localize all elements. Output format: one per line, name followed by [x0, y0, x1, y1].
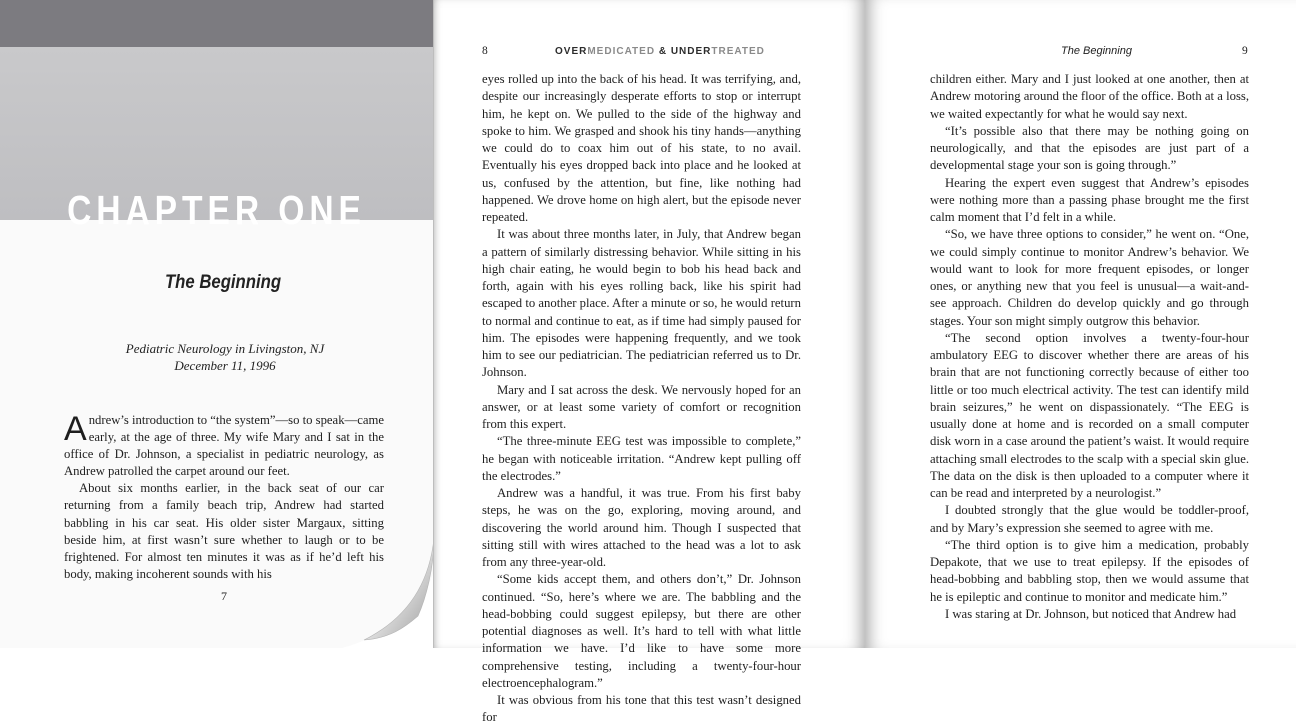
chapter-date: December 11, 1996	[174, 358, 276, 373]
page-number: 8	[482, 45, 488, 57]
drop-cap: A	[64, 410, 87, 448]
middle-page	[433, 0, 865, 725]
paragraph: “The three-minute EEG test was impossible to complete,” he began with noticeable irritation. “Andrew kept pulling off the electrodes.”	[482, 434, 801, 483]
paragraph: eyes rolled up into the back of his head. It was terrifying, and, despite our increasingly desperate efforts to stop or interrupt him, he kept on. We pulled to the side of the highway and spoke to him. We grasped and shook his tiny hands—anything we could do to coax him out of his state, to no avail. Eventually his eyes dropped back into place and he looked at us, confused by the attention, but fine, like nothing had happened. We drove home on high alert, but the episode never repeated.	[482, 72, 801, 224]
running-title-amp: &	[655, 46, 671, 57]
paragraph: It was obvious from his tone that this test wasn’t designed for	[482, 693, 801, 725]
chapter-dateline	[0, 340, 450, 374]
paragraph: I doubted strongly that the glue would be toddler-proof, and by Mary’s expression she seemed to agree with me.	[930, 503, 1249, 535]
running-title-under: UNDER	[670, 46, 712, 57]
paragraph: About six months earlier, in the back seat of our car returning from a family beach trip, Andrew had started babbling in his car seat. His older sister Margaux, sitting beside him, at first wasn’t sure whether to laugh or to be frightened. For almost ten minutes it was as if he’d left his body, making incoherent sounds with his	[64, 481, 384, 581]
paragraph: “Some kids accept them, and others don’t,” Dr. Johnson continued. “So, here’s where we are. The babbling and the head-bobbing could suggest epilepsy, but there are other potential diagnoses as well. It’s hard to tell with what little information we have. I’d like to have some more comprehensive testing, including a twenty-four-hour electroencephalogram.”	[482, 572, 801, 690]
running-title	[555, 46, 765, 57]
paragraph	[64, 412, 384, 480]
paragraph: children either. Mary and I just looked at one another, then at Andrew motoring around the floor of the office. Both at a loss, we waited expectantly for what he would say next.	[930, 72, 1249, 121]
paragraph: Andrew was a handful, it was true. From his first baby steps, he was on the go, exploring, moving around, and discovering the world around him. Though I suspected that sitting still with wires attached to the head was a lot to ask from any three-year-old.	[482, 486, 801, 569]
running-title-treated: TREATED	[711, 46, 765, 57]
right-page-body	[930, 71, 1249, 623]
left-page-body	[64, 412, 384, 583]
paragraph: Hearing the expert even suggest that Andrew’s episodes were nothing more than a passing phase brought me the first calm moment that I’d felt in a while.	[930, 175, 1249, 224]
paragraph: “The second option involves a twenty-four-hour ambulatory EEG to discover whether there are areas of his brain that are not functioning correctly because of either too little or too much electrical activity. The test can identify mild brain seizures,” he went on dispassionately. “The EEG is usually done at home and is recorded on a small computer disk worn in a case around the patient’s waist. It would require attaching small electrodes to the scalp with a special skin glue. The data on the disk is then uploaded to a computer where it can be read and interpreted by a neurologist.”	[930, 330, 1249, 500]
paragraph-text: ndrew’s introduction to “the system”—so to speak—came early, at the age of three. My wife Mary and I sat in the office of Dr. Johnson, a specialist in pediatric neurology, as Andrew patrolled the carpet around our feet.	[64, 413, 384, 479]
chapter-location: Pediatric Neurology in Livingston, NJ	[125, 341, 325, 356]
header-band-dark	[0, 0, 433, 47]
paragraph: “It’s possible also that there may be nothing going on neurologically, and that the episodes are just part of a developmental stage your son is going through.”	[930, 123, 1249, 173]
running-title-medicated: MEDICATED	[587, 46, 656, 57]
right-page	[865, 0, 1296, 648]
page-number: 7	[221, 589, 227, 603]
running-title-over: OVER	[555, 46, 588, 57]
paragraph: Mary and I sat across the desk. We nervously hoped for an answer, or at least some variety of comfort or recognition from this expert.	[482, 382, 801, 431]
chapter-title: The Beginning	[164, 272, 282, 293]
chapter-heading: CHAPTER ONE	[67, 187, 366, 233]
paragraph: I was staring at Dr. Johnson, but noticed that Andrew had	[945, 606, 1237, 621]
paragraph: It was about three months later, in July, that Andrew began a pattern of similarly distressing behavior. While sitting in his high chair eating, he would begin to bob his head back and forth, again with his eyes rolling back, like his spirit had escaped to another place. After a minute or so, he would return to normal and continue to eat, as if time had simply paused for him. The episodes were happening frequently, and we took him to see our pediatrician. The pediatrician referred us to Dr. Johnson.	[482, 227, 801, 380]
left-page	[0, 0, 433, 648]
page-number: 9	[1242, 45, 1248, 57]
paragraph: “So, we have three options to consider,” he went on. “One, we could simply continue to monitor Andrew’s behavior. We would want to look for more frequent episodes, or longer ones, or anything new that you feel is unusual—a wait-and-see approach. Children do develop quickly and go through stages. Your son might simply outgrow this behavior.	[930, 227, 1249, 328]
page-curl-icon[interactable]	[342, 528, 442, 648]
middle-page-body	[482, 71, 801, 727]
paragraph: “The third option is to give him a medication, probably Depakote, that we use to treat epilepsy. If the episodes of head-bobbing and babbling stop, then we would assume that he is epileptic and continue to monitor and medicate him.”	[930, 537, 1249, 604]
running-head: The Beginning	[1061, 45, 1132, 57]
